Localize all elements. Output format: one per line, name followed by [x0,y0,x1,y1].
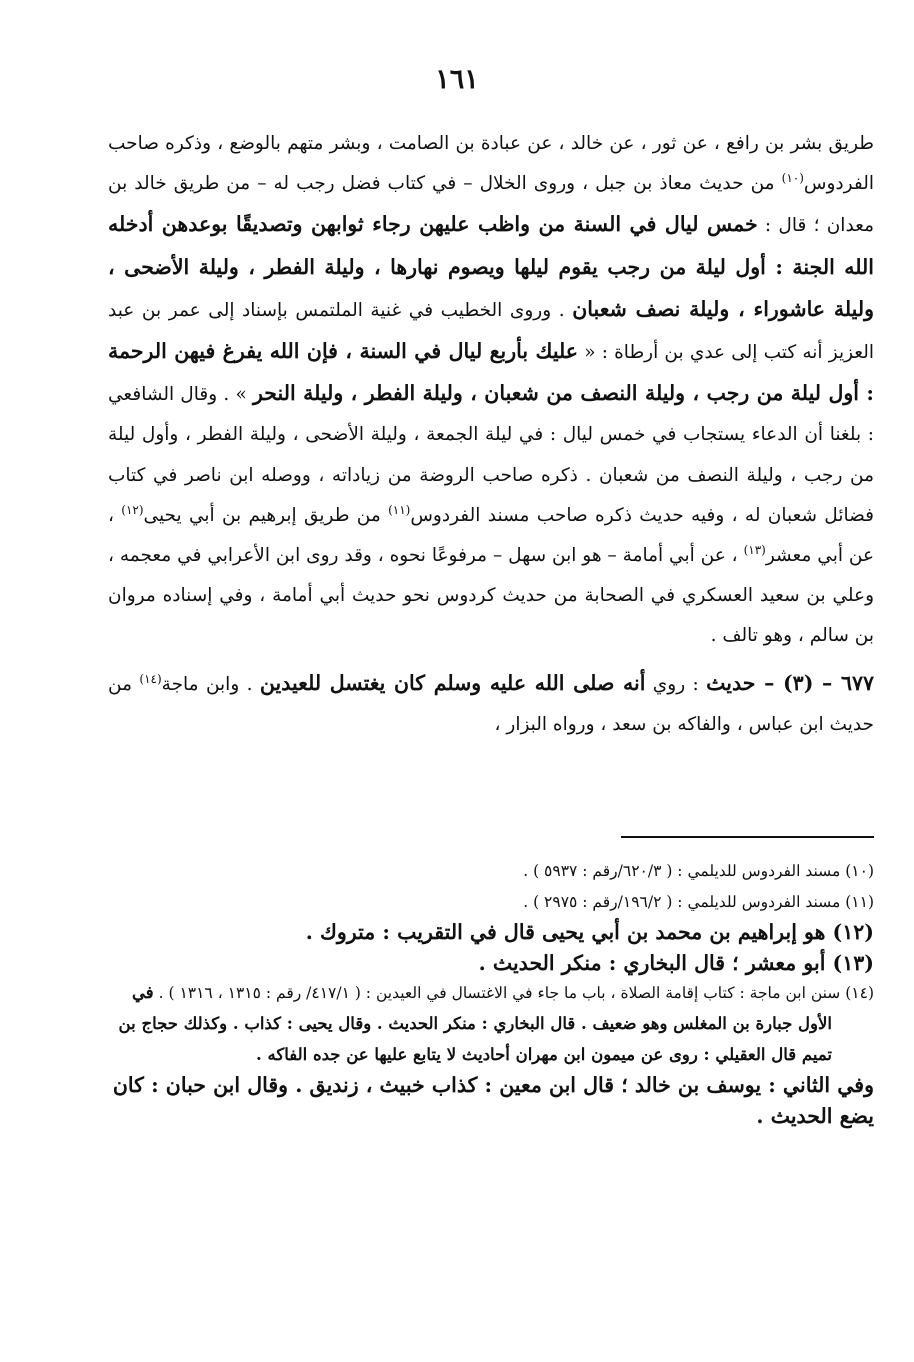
page-number: ١٦١ [435,64,479,95]
footnote-ref-11: (١١) [388,502,411,517]
footnotes [108,856,874,1131]
hadith-text-bold: خمس ليال في السنة من واظب عليهن رجاء ثوابهن وتصديقًا بوعدهن أدخله الله الجنة : أول ليلة من رجب يقوم ليلها ويصوم نهارها ، وليلة الفطر ، وليلة الأضحى ، وليلة عاشوراء ، وليلة نصف شعبان [108,212,874,321]
footnote-bold: في الأول جبارة بن المغلس وهو ضعيف . قال البخاري : منكر الحديث . وقال يحيى : كذاب . وكذلك حجاج بن تميم قال العقيلي : روى عن ميمون ابن مهران أحاديث لا يتابع عليها عن جده الفاكه . [118,983,832,1064]
footnote-13: (١٣) أبو معشر ؛ قال البخاري : منكر الحديث . [478,950,874,975]
footnote-ref-12: (١٢) [121,502,144,517]
footnote-14-continued: وفي الثاني : يوسف بن خالد ؛ قال ابن معين : كذاب خبيث ، زنديق . وقال ابن حبان : كان يضع الحديث . [112,1073,874,1128]
footnote-11: (١١) مسند الفردوس للديلمي : ( ١٩٦/٢/رقم : ٢٩٧٥ ) . [523,892,874,911]
hadith-text-bold: أنه صلى الله عليه وسلم كان يغتسل للعيدين [259,670,646,695]
footnote-10: (١٠) مسند الفردوس للديلمي : ( ٦٢٠/٣/رقم : ٥٩٣٧ ) . [523,862,874,880]
paragraph-1 [108,124,874,657]
footnote-14 [108,978,874,1070]
footnote-ref-14: (١٤) [139,671,162,686]
footnote-divider [621,836,874,838]
main-text [108,124,874,745]
text-run: من حديث ابن عباس ، والفاكه بن سعد ، ورواه البزار ، [108,673,874,735]
hadith-number: ٦٧٧ – (٣) – حديث [706,670,874,695]
text-run: . وابن ماجة [161,673,260,695]
text-run: . وروى الخطيب في غنية الملتمس بإسناد إلى عمر بن عبد العزيز أنه كتب إلى عدي بن أرطاة : « [108,299,875,364]
text-run: » . وقال الشافعي : بلغنا أن الدعاء يستجاب في خمس ليال : في ليلة الجمعة ، وليلة الأضحى ، وليلة الفطر ، وأول ليلة من رجب ، وليلة النصف من شعبان . ذكره صاحب الروضة من زياداته ، ووصله ابن ناصر في كتاب فضائل شعبان له ، وفيه حديث ذكره صاحب مسند الفردوس [108,384,874,526]
footnote-ref-13: (١٣) [743,542,766,557]
text-run: ، عن أبي أمامة – هو ابن سهل – مرفوعًا نحوه ، وقد روى ابن الأعرابي في معجمه ، وعلي بن سعيد العسكري في الصحابة من حديث كردوس نحو حديث أبي أمامة ، وفي إسناده مروان بن سالم ، وهو تالف . [108,545,874,647]
text-run: ، عن أبي معشر [108,504,874,567]
text-run: من حديث معاذ بن جبل ، وروى الخلال – في كتاب فضل رجب له – من طريق خالد بن معدان ؛ قال : [108,173,874,237]
text-run: من طريق إبرهيم بن أبي يحيى [143,504,389,526]
text-run: طريق بشر بن رافع ، عن ثور ، عن خالد ، عن عبادة بن الصامت ، وبشر متهم بالوضع ، وذكره صاحب الفردوس [108,133,874,195]
footnote-ref-10: (١٠) [781,171,804,186]
footnote-12: (١٢) هو إبراهيم بن محمد بن أبي يحيى قال في التقريب : متروك . [305,920,874,945]
paragraph-2 [108,663,874,745]
text-run: : روي [645,673,707,695]
text-run: (١٤) سنن ابن ماجة : كتاب إقامة الصلاة ، باب ما جاء في الاغتسال في العيدين : ( ٤١٧/١/ رقم : ١٣١٥ ، ١٣١٦ ) . [153,984,874,1003]
hadith-text-bold: عليك بأربع ليال في السنة ، فإن الله يفرغ فيهن الرحمة : أول ليلة من رجب ، وليلة النصف من شعبان ، وليلة الفطر ، وليلة النحر [108,339,874,406]
